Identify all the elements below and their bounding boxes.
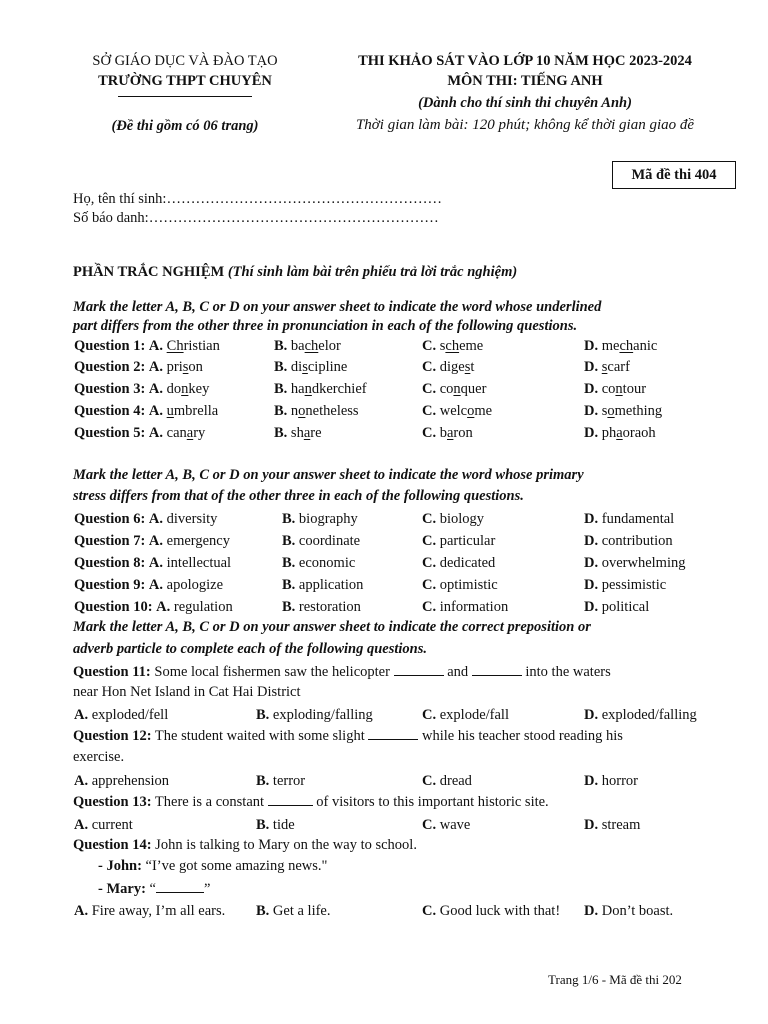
- option-b: bachelor: [290, 338, 341, 354]
- question-row: Question 7: A. emergency B. coordinate C. particular D. contribution: [74, 533, 673, 549]
- option-d: horror: [601, 773, 638, 789]
- option-d: fundamental: [601, 511, 675, 527]
- question-11-stem: Question 11: Some local fishermen saw the helicopter and into the waters: [73, 664, 611, 680]
- question-row: A. Fire away, I’m all ears. B. Get a life. C. Good luck with that! D. Don’t boast.: [74, 903, 674, 919]
- option-a: umbrella: [166, 403, 219, 419]
- part1-instruction-line2: part differs from the other three in pronunciation in each of the following questions.: [73, 318, 578, 334]
- answer-blank: [394, 663, 444, 676]
- department-name: SỞ GIÁO DỤC VÀ ĐÀO TẠO: [92, 53, 278, 69]
- option-b: share: [290, 425, 322, 441]
- option-a: prison: [166, 359, 203, 375]
- question-12-stem-cont: exercise.: [73, 749, 125, 765]
- option-d: phaoraoh: [601, 425, 656, 441]
- part3-instruction-line2: adverb particle to complete each of the following questions.: [73, 641, 428, 657]
- question-row: Question 10: A. regulation B. restoration C. information D. political: [74, 599, 650, 615]
- option-b: tide: [272, 817, 295, 833]
- part3-instruction-line1: Mark the letter A, B, C or D on your answer sheet to indicate the correct preposition or: [73, 619, 591, 635]
- option-c: baron: [439, 425, 473, 441]
- school-name: TRƯỜNG THPT CHUYÊN: [98, 73, 272, 89]
- dialogue-john: - John: “I’ve got some amazing news.": [98, 858, 328, 874]
- question-row: Question 8: A. intellectual B. economic C. dedicated D. overwhelming: [74, 555, 686, 571]
- option-c: wave: [439, 817, 471, 833]
- option-d: stream: [601, 817, 641, 833]
- option-a: regulation: [173, 599, 233, 615]
- option-a: Christian: [166, 338, 220, 354]
- question-row: Question 5: A. canary B. share C. baron D. phaoraoh: [74, 425, 656, 441]
- option-a: canary: [166, 425, 206, 441]
- exam-time: Thời gian làm bài: 120 phút; không kể thời gian giao đề: [355, 117, 695, 133]
- option-a: donkey: [166, 381, 210, 397]
- option-a: apologize: [166, 577, 224, 593]
- option-b: Get a life.: [272, 903, 331, 919]
- option-b: restoration: [298, 599, 361, 615]
- option-b: economic: [298, 555, 356, 571]
- option-c: particular: [439, 533, 496, 549]
- answer-blank: [268, 793, 313, 806]
- question-row: A. apprehension B. terror C. dread D. horror: [74, 773, 638, 789]
- option-c: explode/fall: [439, 707, 509, 723]
- exam-target: (Dành cho thí sinh thi chuyên Anh): [418, 95, 632, 111]
- option-b: nonetheless: [290, 403, 359, 419]
- candidate-name-line: Họ, tên thí sinh:…………………………………………………: [73, 191, 442, 207]
- option-c: dread: [439, 773, 472, 789]
- dialogue-mary: - Mary: “ ”: [98, 881, 211, 897]
- question-12-stem: Question 12: The student waited with some slight while his teacher stood reading his: [73, 728, 623, 744]
- answer-blank: [368, 727, 418, 740]
- option-d: pessimistic: [601, 577, 667, 593]
- section-title: PHẦN TRẮC NGHIỆM (Thí sinh làm bài trên phiếu trả lời trắc nghiệm): [73, 264, 518, 280]
- question-row: Question 1: A. Christian B. bachelor C. scheme D. mechanic: [74, 338, 658, 354]
- question-row: Question 9: A. apologize B. application C. optimistic D. pessimistic: [74, 577, 667, 593]
- option-b: biography: [298, 511, 358, 527]
- option-d: something: [601, 403, 663, 419]
- question-row: Question 4: A. umbrella B. nonetheless C. welcome D. something: [74, 403, 663, 419]
- option-a: exploded/fell: [91, 707, 169, 723]
- candidate-id-line: Số báo danh:……………………………………………………: [73, 210, 439, 226]
- part1-instruction-line1: Mark the letter A, B, C or D on your answer sheet to indicate the word whose underlined: [73, 299, 602, 315]
- exam-title: THI KHẢO SÁT VÀO LỚP 10 NĂM HỌC 2023-2024: [358, 53, 692, 69]
- option-a: Fire away, I’m all ears.: [91, 903, 226, 919]
- option-b: application: [298, 577, 364, 593]
- exam-subject: MÔN THI: TIẾNG ANH: [447, 73, 603, 89]
- question-11-stem-cont: near Hon Net Island in Cat Hai District: [73, 684, 301, 700]
- question-row: Question 6: A. diversity B. biography C. biology D. fundamental: [74, 511, 675, 527]
- question-row: A. exploded/fell B. exploding/falling C. explode/fall D. exploded/falling: [74, 707, 697, 723]
- option-b: handkerchief: [290, 381, 367, 397]
- option-c: Good luck with that!: [439, 903, 561, 919]
- option-d: political: [601, 599, 650, 615]
- pages-note: (Đề thi gồm có 06 trang): [111, 118, 259, 134]
- option-c: dedicated: [439, 555, 496, 571]
- answer-blank: [156, 880, 204, 893]
- option-a: current: [91, 817, 133, 833]
- part2-instruction-line1: Mark the letter A, B, C or D on your answer sheet to indicate the word whose primary: [73, 467, 584, 483]
- option-b: exploding/falling: [272, 707, 373, 723]
- option-d: contour: [601, 381, 647, 397]
- question-row: Question 3: A. donkey B. handkerchief C. conquer D. contour: [74, 381, 647, 397]
- exam-code-box: Mã đề thi 404: [612, 161, 736, 189]
- page-footer: Trang 1/6 - Mã đề thi 202: [548, 972, 682, 987]
- option-b: coordinate: [298, 533, 361, 549]
- question-row: Question 2: A. prison B. discipline C. digest D. scarf: [74, 359, 630, 375]
- option-d: contribution: [601, 533, 673, 549]
- option-c: information: [439, 599, 509, 615]
- option-a: emergency: [166, 533, 230, 549]
- question-14-stem: Question 14: John is talking to Mary on the way to school.: [73, 837, 417, 853]
- option-d: scarf: [601, 359, 630, 375]
- header-divider: [118, 96, 252, 97]
- option-b: terror: [272, 773, 306, 789]
- option-c: biology: [439, 511, 485, 527]
- part2-instruction-line2: stress differs from that of the other three in each of the following questions.: [73, 488, 524, 504]
- option-c: welcome: [439, 403, 493, 419]
- option-c: optimistic: [439, 577, 498, 593]
- option-d: Don’t boast.: [601, 903, 674, 919]
- option-a: intellectual: [166, 555, 232, 571]
- option-c: scheme: [439, 338, 484, 354]
- option-c: digest: [439, 359, 475, 375]
- option-d: overwhelming: [601, 555, 686, 571]
- option-d: exploded/falling: [601, 707, 697, 723]
- question-13-stem: Question 13: There is a constant of visitors to this important historic site.: [73, 794, 549, 810]
- option-d: mechanic: [601, 338, 658, 354]
- option-a: diversity: [166, 511, 218, 527]
- question-row: A. current B. tide C. wave D. stream: [74, 817, 641, 833]
- option-b: discipline: [290, 359, 348, 375]
- answer-blank: [472, 663, 522, 676]
- option-c: conquer: [439, 381, 487, 397]
- option-a: apprehension: [91, 773, 170, 789]
